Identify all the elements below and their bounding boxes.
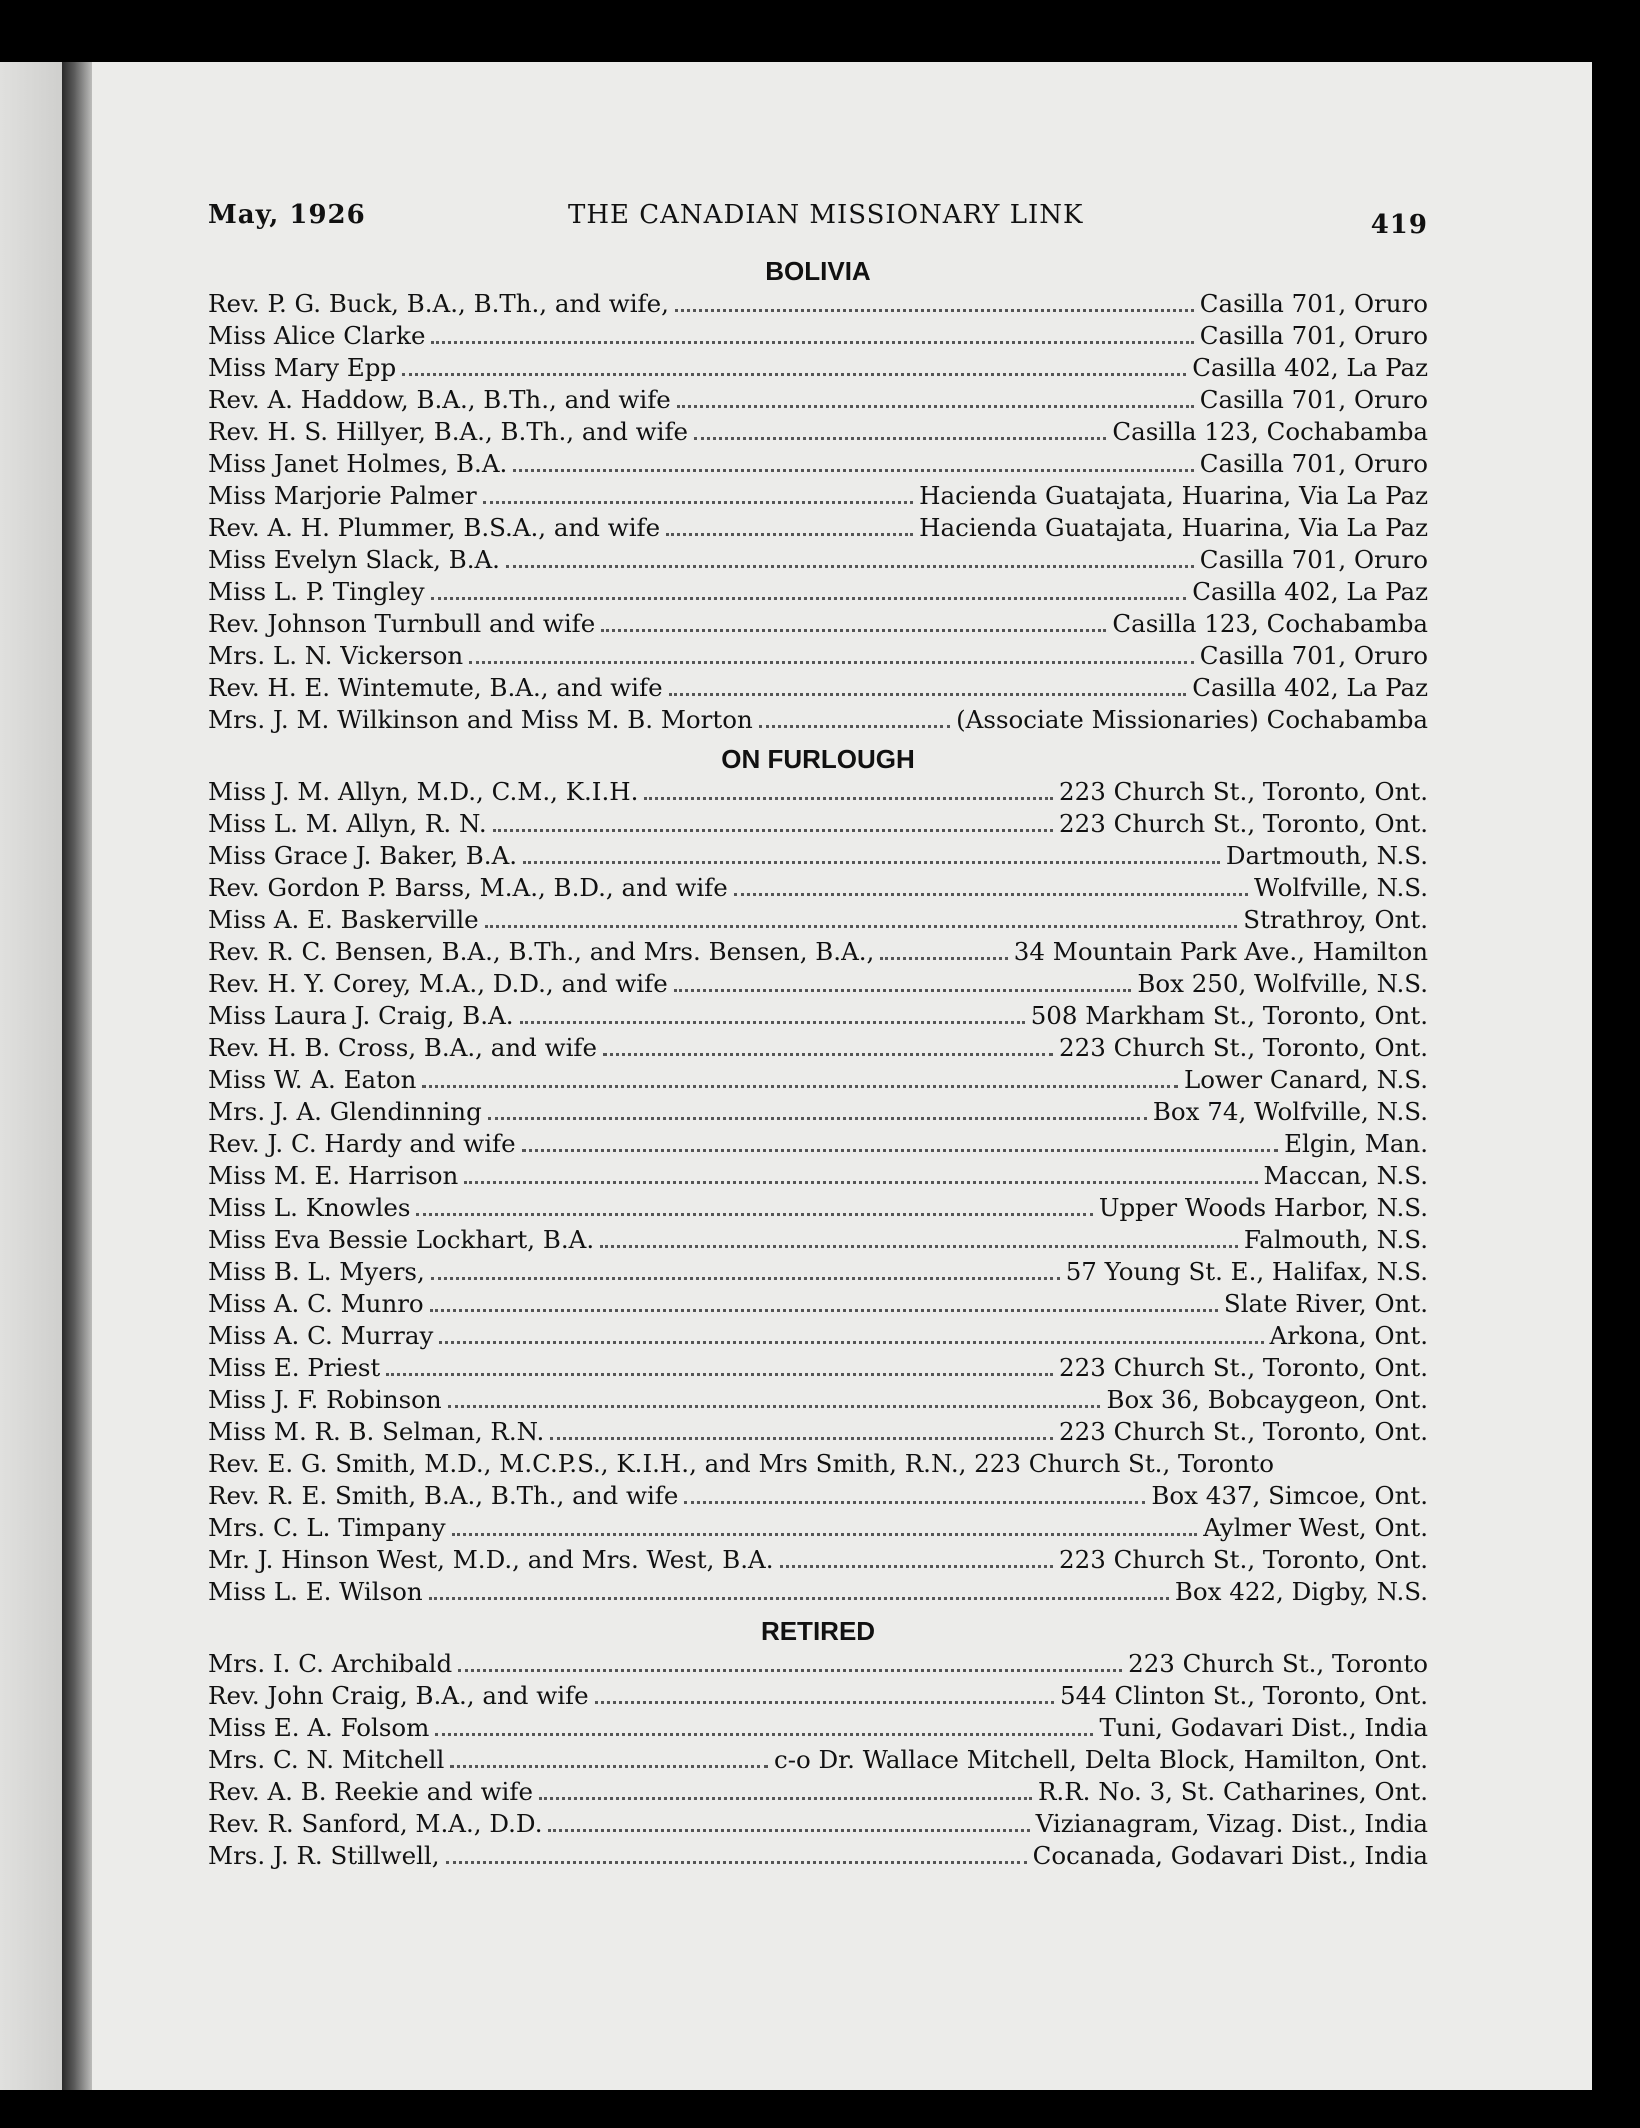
missionary-address: Casilla 701, Oruro — [1199, 385, 1428, 414]
dot-leader — [677, 385, 1194, 408]
missionary-address: 57 Young St. E., Halifax, N.S. — [1065, 1257, 1428, 1286]
missionary-entry — [208, 704, 1428, 736]
missionary-entry — [208, 1128, 1428, 1160]
dot-leader — [675, 289, 1194, 312]
missionary-name: Miss L. Knowles — [208, 1193, 411, 1222]
missionary-address: Dartmouth, N.S. — [1225, 841, 1428, 870]
missionary-address: Falmouth, N.S. — [1243, 1225, 1428, 1254]
dot-leader — [595, 1681, 1054, 1704]
missionary-entry — [208, 1840, 1428, 1872]
missionary-name: Miss W. A. Eaton — [208, 1065, 417, 1094]
missionary-name: Rev. H. S. Hillyer, B.A., B.Th., and wife — [208, 417, 689, 446]
missionary-list — [208, 1648, 1428, 1872]
missionary-address: Upper Woods Harbor, N.S. — [1098, 1193, 1428, 1222]
publication-title: THE CANADIAN MISSIONARY LINK — [568, 200, 1084, 230]
missionary-address: Arkona, Ont. — [1269, 1321, 1428, 1350]
missionary-address: Elgin, Man. — [1284, 1129, 1428, 1158]
dot-leader — [464, 1161, 1257, 1184]
dot-leader — [669, 673, 1187, 696]
section-heading: RETIRED — [760, 1616, 876, 1646]
dot-leader — [483, 481, 913, 504]
dot-leader — [780, 1545, 1054, 1568]
missionary-name: Miss M. E. Harrison — [208, 1161, 459, 1190]
dot-leader — [435, 1713, 1093, 1736]
dot-leader — [600, 1225, 1238, 1248]
dot-leader — [416, 1193, 1092, 1216]
missionary-name: Miss B. L. Myers, — [208, 1257, 425, 1286]
missionary-entry — [208, 1712, 1428, 1744]
dot-leader — [734, 873, 1248, 896]
dot-leader — [644, 777, 1053, 800]
dot-leader — [485, 905, 1238, 928]
missionary-name: Rev. A. B. Reekie and wife — [208, 1777, 533, 1806]
missionary-entry — [208, 1000, 1428, 1032]
dot-leader — [601, 609, 1106, 632]
missionary-name: Miss Eva Bessie Lockhart, B.A. — [208, 1225, 595, 1254]
missionary-address: Slate River, Ont. — [1223, 1289, 1428, 1318]
missionary-address: Box 74, Wolfville, N.S. — [1152, 1097, 1428, 1126]
missionary-entry — [208, 1416, 1428, 1448]
missionary-entry — [208, 872, 1428, 904]
dot-leader — [448, 1385, 1101, 1408]
missionary-entry — [208, 544, 1428, 576]
missionary-entry — [208, 1512, 1428, 1544]
missionary-name: Rev. J. C. Hardy and wife — [208, 1129, 516, 1158]
missionary-entry — [208, 840, 1428, 872]
missionary-entry — [208, 1288, 1428, 1320]
missionary-entry — [208, 1576, 1428, 1608]
missionary-name: Miss E. Priest — [208, 1353, 381, 1382]
missionary-name: Miss A. E. Baskerville — [208, 905, 479, 934]
dot-leader — [431, 321, 1193, 344]
missionary-name: Miss Laura J. Craig, B.A. — [208, 1001, 514, 1030]
missionary-entry — [208, 1224, 1428, 1256]
missionary-list — [208, 288, 1428, 736]
missionary-address: Box 36, Bobcaygeon, Ont. — [1106, 1385, 1428, 1414]
missionary-entry — [208, 968, 1428, 1000]
dot-leader — [386, 1353, 1053, 1376]
missionary-address: Casilla 123, Cochabamba — [1112, 609, 1428, 638]
missionary-address: Casilla 701, Oruro — [1199, 641, 1428, 670]
missionary-name: Miss L. E. Wilson — [208, 1577, 423, 1606]
page-content — [208, 200, 1428, 1872]
missionary-entry — [208, 1096, 1428, 1128]
missionary-name: Mrs. I. C. Archibald — [208, 1649, 453, 1678]
dot-leader — [513, 449, 1193, 472]
missionary-list — [208, 776, 1428, 1608]
missionary-entry — [208, 1256, 1428, 1288]
missionary-address: 34 Mountain Park Ave., Hamilton — [1013, 937, 1428, 966]
dot-leader — [506, 545, 1194, 568]
missionary-entry — [208, 448, 1428, 480]
dot-leader — [458, 1649, 1122, 1672]
missionary-entry — [208, 1744, 1428, 1776]
missionary-address: Casilla 402, La Paz — [1192, 353, 1428, 382]
missionary-name: Mrs. J. M. Wilkinson and Miss M. B. Morton — [208, 705, 753, 734]
missionary-address: c-o Dr. Wallace Mitchell, Delta Block, Hamilton, Ont. — [773, 1745, 1428, 1774]
missionary-name: Miss Janet Holmes, B.A. — [208, 449, 508, 478]
missionary-name: Mrs. L. N. Vickerson — [208, 641, 464, 670]
dot-leader — [431, 1257, 1060, 1280]
missionary-entry — [208, 1480, 1428, 1512]
missionary-name: Miss M. R. B. Selman, R.N. — [208, 1417, 545, 1446]
dot-leader — [523, 841, 1220, 864]
missionary-entry — [208, 384, 1428, 416]
missionary-address: Box 422, Digby, N.S. — [1174, 1577, 1428, 1606]
missionary-address: Strathroy, Ont. — [1243, 905, 1428, 934]
missionary-entry — [208, 1448, 1428, 1480]
dot-leader — [880, 937, 1007, 960]
missionary-address: Box 250, Wolfville, N.S. — [1137, 969, 1428, 998]
missionary-address: 223 Church St., Toronto, Ont. — [1059, 1545, 1428, 1574]
missionary-entry — [208, 1808, 1428, 1840]
missionary-name: Miss L. P. Tingley — [208, 577, 425, 606]
missionary-address: Aylmer West, Ont. — [1203, 1513, 1428, 1542]
missionary-name: Rev. A. Haddow, B.A., B.Th., and wife — [208, 385, 671, 414]
missionary-entry — [208, 904, 1428, 936]
missionary-entry — [208, 1352, 1428, 1384]
dot-leader — [550, 1417, 1053, 1440]
missionary-address: Casilla 701, Oruro — [1199, 289, 1428, 318]
missionary-name: Miss Grace J. Baker, B.A. — [208, 841, 518, 870]
missionary-address: Casilla 701, Oruro — [1199, 545, 1428, 574]
missionary-address: 223 Church St., Toronto, Ont. — [1059, 1353, 1428, 1382]
dot-leader — [431, 577, 1187, 600]
missionary-address: Vizianagram, Vizag. Dist., India — [1035, 1809, 1428, 1838]
dot-leader — [429, 1577, 1169, 1600]
missionary-address: (Associate Missionaries) Cochabamba — [956, 705, 1428, 734]
missionary-name: Mrs. J. R. Stillwell, — [208, 1841, 440, 1870]
missionary-address: 223 Church St., Toronto, Ont. — [1059, 809, 1428, 838]
missionary-address: 223 Church St., Toronto, Ont. — [1059, 1033, 1428, 1062]
missionary-address: 508 Markham St., Toronto, Ont. — [1030, 1001, 1428, 1030]
missionary-entry — [208, 672, 1428, 704]
missionary-entry — [208, 1680, 1428, 1712]
missionary-entry — [208, 1192, 1428, 1224]
dot-leader — [488, 1097, 1147, 1120]
missionary-name: Miss J. M. Allyn, M.D., C.M., K.I.H. — [208, 777, 639, 806]
missionary-address: Box 437, Simcoe, Ont. — [1151, 1481, 1428, 1510]
missionary-address: 223 Church St., Toronto, Ont. — [1059, 777, 1428, 806]
missionary-entry — [208, 480, 1428, 512]
missionary-entry — [208, 1544, 1428, 1576]
dot-leader — [439, 1321, 1263, 1344]
missionary-address: Maccan, N.S. — [1263, 1161, 1428, 1190]
missionary-address: Casilla 123, Cochabamba — [1112, 417, 1428, 446]
missionary-name: Miss E. A. Folsom — [208, 1713, 430, 1742]
missionary-name: Rev. H. Y. Corey, M.A., D.D., and wife — [208, 969, 668, 998]
missionary-name: Miss A. C. Munro — [208, 1289, 424, 1318]
missionary-entry — [208, 1320, 1428, 1352]
dot-leader — [684, 1481, 1145, 1504]
dot-leader — [469, 641, 1194, 664]
dot-leader — [522, 1129, 1279, 1152]
dot-leader — [548, 1809, 1029, 1832]
missionary-address: Casilla 402, La Paz — [1192, 673, 1428, 702]
missionary-entry — [208, 1776, 1428, 1808]
missionary-name: Rev. E. G. Smith, M.D., M.C.P.S., K.I.H., and Mrs Smith, R.N., 223 Church St., Toronto — [208, 1449, 1275, 1478]
missionary-name: Rev. A. H. Plummer, B.S.A., and wife — [208, 513, 661, 542]
missionary-name: Rev. John Craig, B.A., and wife — [208, 1681, 589, 1710]
facing-page-edge — [0, 62, 62, 2090]
dot-leader — [666, 513, 913, 536]
missionary-entry — [208, 936, 1428, 968]
missionary-name: Mrs. C. L. Timpany — [208, 1513, 446, 1542]
missionary-address: 544 Clinton St., Toronto, Ont. — [1059, 1681, 1428, 1710]
dot-leader — [759, 705, 950, 728]
missionary-name: Rev. H. B. Cross, B.A., and wife — [208, 1033, 597, 1062]
section-heading: ON FURLOUGH — [721, 744, 915, 774]
missionary-address: 223 Church St., Toronto — [1128, 1649, 1428, 1678]
missionary-name: Rev. R. Sanford, M.A., D.D. — [208, 1809, 543, 1838]
missionary-entry — [208, 576, 1428, 608]
missionary-entry — [208, 512, 1428, 544]
missionary-name: Rev. P. G. Buck, B.A., B.Th., and wife, — [208, 289, 669, 318]
dot-leader — [539, 1777, 1032, 1800]
dot-leader — [452, 1513, 1198, 1536]
missionary-name: Mr. J. Hinson West, M.D., and Mrs. West, B.A. — [208, 1545, 774, 1574]
missionary-name: Miss Alice Clarke — [208, 321, 426, 350]
missionary-address: Cocanada, Godavari Dist., India — [1032, 1841, 1428, 1870]
missionary-name: Mrs. J. A. Glendinning — [208, 1097, 482, 1126]
page-number: 419 — [1370, 210, 1428, 240]
dot-leader — [674, 969, 1132, 992]
missionary-address: Lower Canard, N.S. — [1183, 1065, 1428, 1094]
missionary-entry — [208, 1384, 1428, 1416]
missionary-name: Rev. R. E. Smith, B.A., B.Th., and wife — [208, 1481, 679, 1510]
missionary-entry — [208, 1032, 1428, 1064]
section-heading: BOLIVIA — [765, 256, 871, 286]
dot-leader — [603, 1033, 1053, 1056]
issue-date: May, 1926 — [208, 200, 366, 230]
missionary-entry — [208, 288, 1428, 320]
missionary-address: Tuni, Godavari Dist., India — [1099, 1713, 1428, 1742]
dot-leader — [493, 809, 1053, 832]
missionary-entry — [208, 808, 1428, 840]
dot-leader — [446, 1841, 1027, 1864]
missionary-address: Hacienda Guatajata, Huarina, Via La Paz — [919, 481, 1428, 510]
missionary-name: Rev. Gordon P. Barss, M.A., B.D., and wife — [208, 873, 728, 902]
missionary-entry — [208, 608, 1428, 640]
missionary-address: 223 Church St., Toronto, Ont. — [1059, 1417, 1428, 1446]
missionary-entry — [208, 1160, 1428, 1192]
running-header — [208, 200, 1428, 248]
missionary-name: Rev. Johnson Turnbull and wife — [208, 609, 596, 638]
dot-leader — [450, 1745, 768, 1768]
missionary-entry — [208, 776, 1428, 808]
missionary-name: Rev. H. E. Wintemute, B.A., and wife — [208, 673, 663, 702]
missionary-entry — [208, 416, 1428, 448]
dot-leader — [422, 1065, 1177, 1088]
missionary-address: Casilla 402, La Paz — [1192, 577, 1428, 606]
dot-leader — [520, 1001, 1025, 1024]
missionary-address: Casilla 701, Oruro — [1199, 321, 1428, 350]
missionary-name: Rev. R. C. Bensen, B.A., B.Th., and Mrs. Bensen, B.A., — [208, 937, 875, 966]
missionary-entry — [208, 640, 1428, 672]
missionary-address: R.R. No. 3, St. Catharines, Ont. — [1037, 1777, 1428, 1806]
missionary-name: Miss A. C. Murray — [208, 1321, 434, 1350]
missionary-name: Miss J. F. Robinson — [208, 1385, 442, 1414]
dot-leader — [402, 353, 1186, 376]
missionary-entry — [208, 320, 1428, 352]
missionary-name: Miss Evelyn Slack, B.A. — [208, 545, 500, 574]
missionary-name: Mrs. C. N. Mitchell — [208, 1745, 445, 1774]
missionary-address: Casilla 701, Oruro — [1199, 449, 1428, 478]
missionary-entry — [208, 1648, 1428, 1680]
missionary-entry — [208, 352, 1428, 384]
dot-leader — [430, 1289, 1218, 1312]
page-binding-shadow — [62, 62, 92, 2090]
missionary-name: Miss Marjorie Palmer — [208, 481, 477, 510]
missionary-name: Miss Mary Epp — [208, 353, 397, 382]
directory-sections — [208, 254, 1428, 1872]
missionary-address: Hacienda Guatajata, Huarina, Via La Paz — [919, 513, 1428, 542]
dot-leader — [694, 417, 1106, 440]
missionary-name: Miss L. M. Allyn, R. N. — [208, 809, 487, 838]
missionary-entry — [208, 1064, 1428, 1096]
missionary-address: Wolfville, N.S. — [1254, 873, 1428, 902]
